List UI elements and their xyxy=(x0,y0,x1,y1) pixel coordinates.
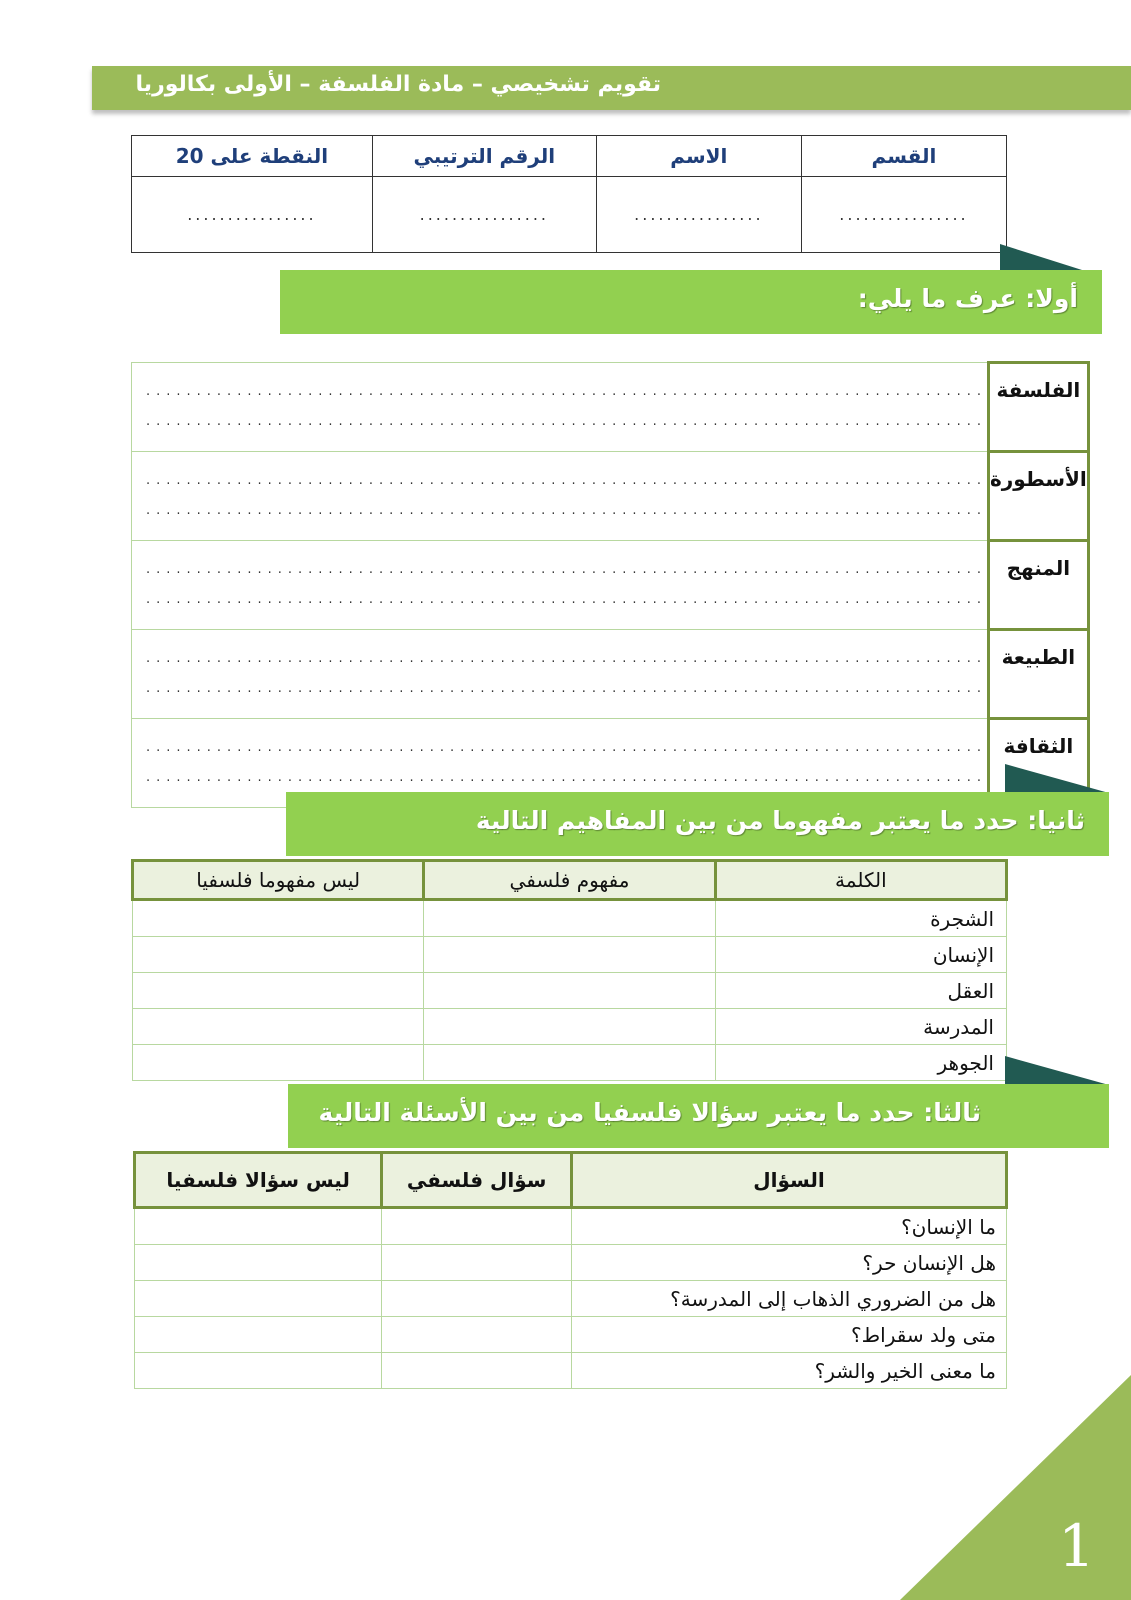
word-cell: الجوهر xyxy=(715,1045,1006,1081)
header-philosophical-question: سؤال فلسفي xyxy=(382,1153,572,1208)
word-cell: المدرسة xyxy=(715,1009,1006,1045)
header-grade: النقطة على 20 xyxy=(132,136,373,177)
answer-lines[interactable]: ................................................................................... ................................................................................... xyxy=(132,719,989,808)
answer-lines[interactable]: ................................................................................... ................................................................................... xyxy=(132,363,989,452)
header-question: السؤال xyxy=(572,1153,1007,1208)
section2-title: ثانيا: حدد ما يعتبر مفهوما من بين المفاهيم التالية xyxy=(475,806,1085,835)
answer-cell[interactable] xyxy=(382,1281,572,1317)
answer-cell[interactable] xyxy=(135,1317,382,1353)
term-cell: الطبيعة xyxy=(988,630,1088,719)
table-row xyxy=(135,1281,1007,1317)
answer-lines[interactable]: ................................................................................... ................................................................................... xyxy=(132,630,989,719)
question-cell: هل من الضروري الذهاب إلى المدرسة؟ xyxy=(572,1281,1007,1317)
table-row xyxy=(133,937,1007,973)
answer-cell[interactable] xyxy=(382,1245,572,1281)
term-cell: الفلسفة xyxy=(988,363,1088,452)
answer-cell[interactable] xyxy=(133,973,424,1009)
word-cell: الشجرة xyxy=(715,900,1006,937)
answer-cell[interactable] xyxy=(382,1317,572,1353)
term-cell: الثقافة xyxy=(988,719,1088,808)
table-row xyxy=(135,1208,1007,1245)
question-cell: ما الإنسان؟ xyxy=(572,1208,1007,1245)
header-word: الكلمة xyxy=(715,861,1006,900)
banner-flag xyxy=(1000,244,1082,270)
term-cell: الأسطورة xyxy=(988,452,1088,541)
section1-title: أولا: عرف ما يلي: xyxy=(857,284,1078,313)
questions-table xyxy=(133,1151,1008,1389)
student-info-table xyxy=(131,135,1007,253)
header-section: القسم xyxy=(801,136,1006,177)
answer-cell[interactable] xyxy=(135,1245,382,1281)
table-row xyxy=(133,973,1007,1009)
answer-cell[interactable] xyxy=(133,900,424,937)
answer-cell[interactable] xyxy=(135,1281,382,1317)
answer-lines[interactable]: ................................................................................... ................................................................................... xyxy=(132,452,989,541)
term-cell: المنهج xyxy=(988,541,1088,630)
header-rank-number: الرقم الترتيبي xyxy=(372,136,596,177)
table-row xyxy=(133,900,1007,937)
table-row xyxy=(135,1353,1007,1389)
answer-cell[interactable] xyxy=(424,973,715,1009)
corner-decoration xyxy=(900,1375,1131,1600)
header-name: الاسم xyxy=(596,136,801,177)
name-field[interactable]: ................ xyxy=(596,177,801,253)
table-row xyxy=(133,1009,1007,1045)
definitions-table xyxy=(131,361,1090,809)
answer-cell[interactable] xyxy=(135,1208,382,1245)
word-cell: الإنسان xyxy=(715,937,1006,973)
header-philosophical-concept: مفهوم فلسفي xyxy=(424,861,715,900)
concepts-table xyxy=(131,859,1008,1081)
header-not-philosophical-concept: ليس مفهوما فلسفيا xyxy=(133,861,424,900)
answer-cell[interactable] xyxy=(382,1353,572,1389)
section1-banner xyxy=(280,270,1102,334)
question-cell: متى ولد سقراط؟ xyxy=(572,1317,1007,1353)
answer-cell[interactable] xyxy=(424,1009,715,1045)
answer-cell[interactable] xyxy=(382,1208,572,1245)
section2-banner xyxy=(286,792,1109,856)
section3-banner xyxy=(288,1084,1109,1148)
answer-cell[interactable] xyxy=(135,1353,382,1389)
table-row xyxy=(133,1045,1007,1081)
answer-cell[interactable] xyxy=(133,1045,424,1081)
section-field[interactable]: ................ xyxy=(801,177,1006,253)
banner-flag xyxy=(1005,1056,1109,1085)
header-not-philosophical-question: ليس سؤالا فلسفيا xyxy=(135,1153,382,1208)
answer-cell[interactable] xyxy=(424,900,715,937)
table-row xyxy=(135,1245,1007,1281)
page-number: 1 xyxy=(1058,1512,1095,1580)
section3-title: ثالثا: حدد ما يعتبر سؤالا فلسفيا من بين الأسئلة التالية xyxy=(318,1098,981,1127)
answer-lines[interactable]: ................................................................................... ................................................................................... xyxy=(132,541,989,630)
answer-cell[interactable] xyxy=(133,937,424,973)
answer-cell[interactable] xyxy=(424,1045,715,1081)
header-bar xyxy=(92,66,1131,110)
rank-number-field[interactable]: ................ xyxy=(372,177,596,253)
answer-cell[interactable] xyxy=(424,937,715,973)
question-cell: ما معنى الخير والشر؟ xyxy=(572,1353,1007,1389)
answer-cell[interactable] xyxy=(133,1009,424,1045)
question-cell: هل الإنسان حر؟ xyxy=(572,1245,1007,1281)
word-cell: العقل xyxy=(715,973,1006,1009)
table-row xyxy=(135,1317,1007,1353)
page-title: تقويم تشخيصي – مادة الفلسفة – الأولى بكالوريا xyxy=(135,72,661,97)
grade-field[interactable]: ................ xyxy=(132,177,373,253)
